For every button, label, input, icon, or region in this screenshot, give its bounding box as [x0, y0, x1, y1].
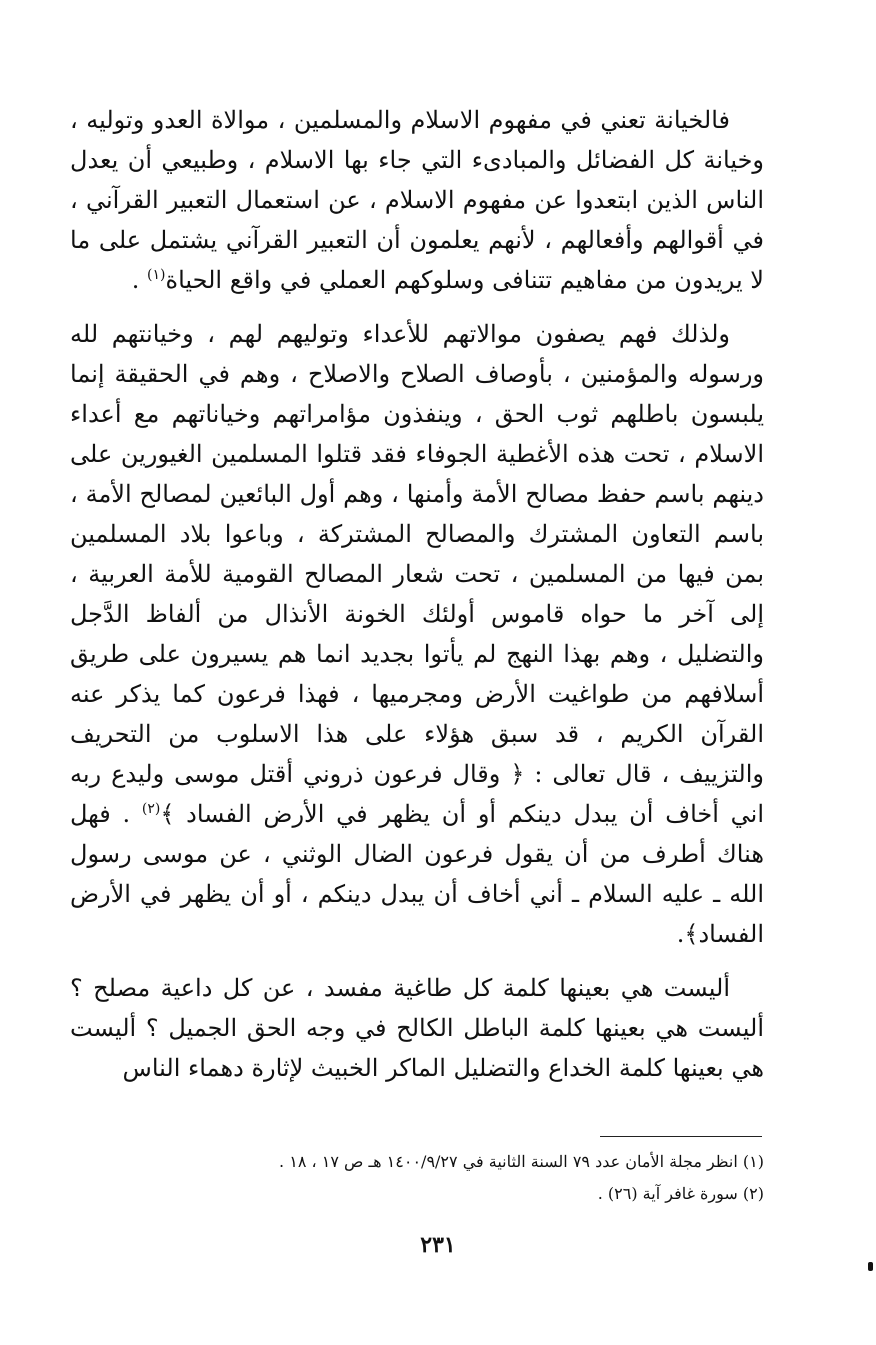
paragraph-1-end: .: [131, 266, 148, 294]
paragraph-3-text: أليست هي بعينها كلمة كل طاغية مفسد ، عن كل داعية مصلح ؟ أليست هي بعينها كلمة الباطل الكالح في وجه الحق الجميل ؟ أليست هي بعينها كلمة الخداع والتضليل الماكر الخبيث لإثارة دهماء الناس: [70, 974, 764, 1082]
scan-speck: [868, 1262, 873, 1271]
footnotes: [120, 1146, 764, 1210]
paragraph-3: [70, 968, 764, 1088]
footnote-2: (٢) سورة غافر آية (٢٦) .: [597, 1184, 764, 1203]
footnote-ref-1: (١): [147, 267, 166, 283]
paragraph-2-continuation: . فهل هناك أطرف من أن يقول فرعون الضال الوثني ، عن موسى رسول الله ـ عليه السلام ـ أني أخاف أن يبدل دينكم ، أو أن يظهر في الأرض الفساد﴾.: [70, 800, 764, 948]
paragraph-2-text: ولذلك فهم يصفون موالاتهم للأعداء وتوليهم لهم ، وخيانتهم لله ورسوله والمؤمنين ، بأوصاف الصلاح والاصلاح ، وهم في الحقيقة إنما يلبسون باطلهم ثوب الحق ، وينفذون مؤامراتهم وخياناتهم مع أعداء الاسلام ، تحت هذه الأغطية الجوفاء فقد قتلوا المسلمين الغيورين على دينهم باسم حفظ مصالح الأمة وأمنها ، وهم أول البائعين لمصالح الأمة ، باسم التعاون المشترك والمصالح المشتركة ، وباعوا بلاد المسلمين بمن فيها من المسلمين ، تحت شعار المصالح القومية للأمة العربية ، إلى آخر ما حواه قاموس أولئك الخونة الأنذال من ألفاظ الدَّجل والتضليل ، وهم بهذا النهج لم يأتوا بجديد انما هم يسيرون على طريق أسلافهم من طواغيت الأرض ومجرميها ، فهذا فرعون كما يذكر عنه القرآن الكريم ، قد سبق هؤلاء على هذا الاسلوب من التحريف والتزييف ، قال تعالى : ﴿ وقال فرعون ذروني أقتل موسى وليدع ربه اني أخاف أن يبدل دينكم أو أن يظهر في الأرض الفساد ﴾: [70, 320, 764, 828]
footnote-1: (١) انظر مجلة الأمان عدد ٧٩ السنة الثانية في ١٤٠٠/٩/٢٧ هـ ص ١٧ ، ١٨ .: [279, 1152, 764, 1171]
paragraph-1: [70, 100, 764, 300]
page-number: ٢٣١: [420, 1232, 456, 1258]
paragraph-1-text: فالخيانة تعني في مفهوم الاسلام والمسلمين ، موالاة العدو وتوليه ، وخيانة كل الفضائل والمبادىء التي جاء بها الاسلام ، وطبيعي أن يعدل الناس الذين ابتعدوا عن مفهوم الاسلام ، عن استعمال التعبير القرآني ، في أقوالهم وأفعالهم ، لأنهم يعلمون أن التعبير القرآني يشتمل على ما لا يريدون من مفاهيم تتنافى وسلوكهم العملي في واقع الحياة: [70, 106, 764, 294]
body-text: [70, 100, 764, 1088]
paragraph-2: [70, 314, 764, 954]
footnote-ref-2: (٢): [141, 801, 161, 817]
footnote-divider: [600, 1136, 762, 1137]
